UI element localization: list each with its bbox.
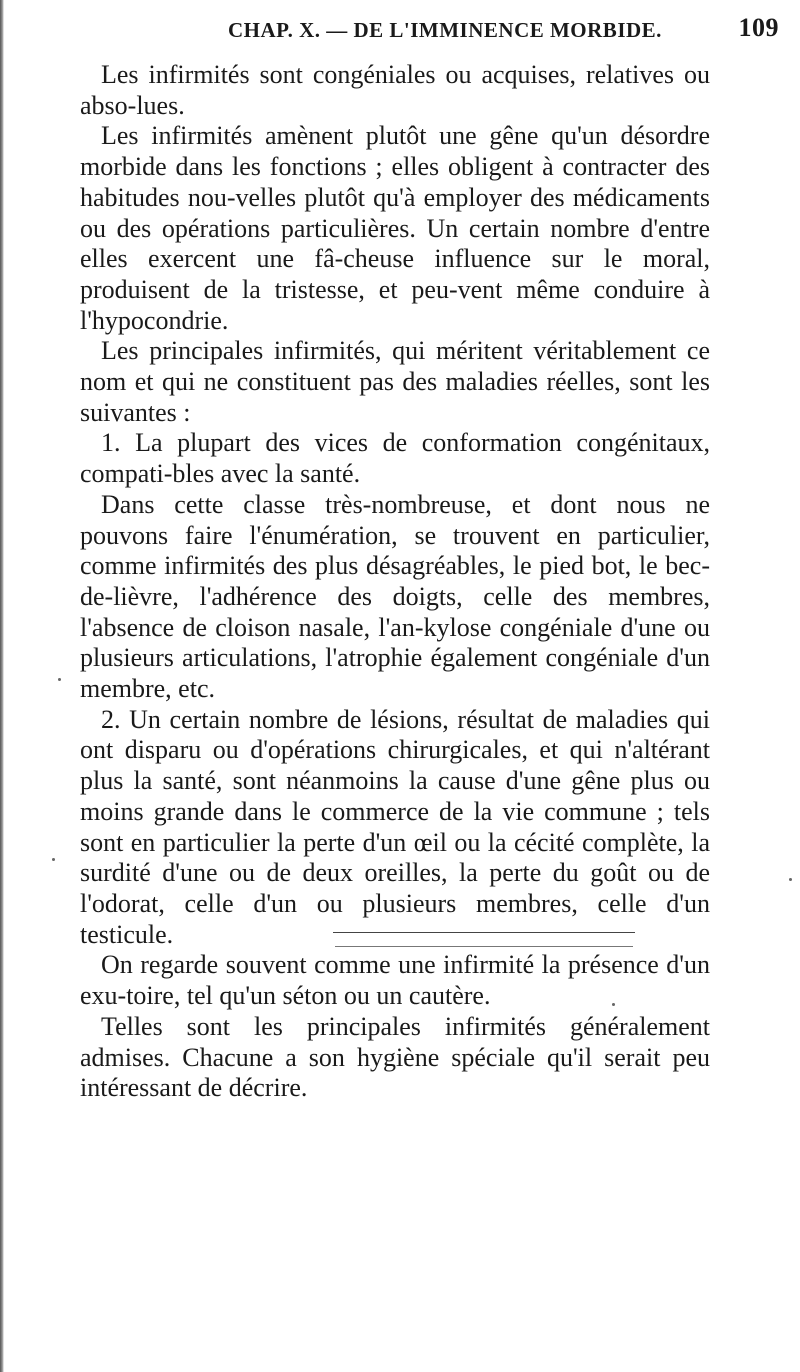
running-header: [210, 8, 790, 48]
page-binding-edge: [0, 0, 4, 1372]
body-text: [80, 60, 710, 1104]
paragraph: Telles sont les principales infirmités généralement admises. Chacune a son hygiène spéciale qu'il serait peu intéressant de décrire.: [80, 1011, 710, 1103]
paragraph: Les principales infirmités, qui méritent véritablement ce nom et qui ne constituent pas des maladies réelles, sont les suivantes :: [80, 336, 710, 427]
ink-speck: [789, 878, 792, 881]
list-item: 1. La plupart des vices de conformation congénitaux, compati-bles avec la santé.: [80, 428, 710, 489]
paragraph: Dans cette classe très-nombreuse, et dont nous ne pouvons faire l'énumération, se trouvent en particulier, comme infirmités des plus désagréables, le pied bot, le bec-de-lièvre, l'adhérence des doigts, celle des membres, l'absence de cloison nasale, l'an-kylose congéniale d'une ou plusieurs articulations, l'atrophie également congéniale d'un membre, etc.: [80, 489, 710, 704]
section-rule: [333, 932, 635, 933]
paragraph: On regarde souvent comme une infirmité la présence d'un exu-toire, tel qu'un séton ou un cautère.: [80, 950, 710, 1011]
ink-speck: [52, 858, 55, 861]
section-rule-thin: [335, 946, 633, 947]
paragraph: Les infirmités sont congéniales ou acquises, relatives ou abso-lues.: [80, 60, 710, 120]
chapter-title: CHAP. X. — DE L'IMMINENCE MORBIDE.: [228, 18, 662, 42]
ink-speck: [612, 1003, 615, 1006]
list-item: 2. Un certain nombre de lésions, résultat de maladies qui ont disparu ou d'opérations chirurgicales, et qui n'altérant plus la santé, sont néanmoins la cause d'une gêne plus ou moins grande dans le commerce de la vie commune ; tels sont en particulier la perte d'un œil ou la cécité complète, la surdité d'une ou de deux oreilles, la perte du goût ou de l'odorat, celle d'un ou plusieurs membres, celle d'un testicule.: [80, 704, 710, 949]
page-number: 109: [738, 13, 779, 42]
ink-speck: [58, 678, 61, 681]
paragraph: Les infirmités amènent plutôt une gêne qu'un désordre morbide dans les fonctions ; elles obligent à contracter des habitudes nou-velles plutôt qu'à employer des médicaments ou des opérations particulières. Un certain nombre d'entre elles exercent une fâ-cheuse influence sur le moral, produisent de la tristesse, et peu-vent même conduire à l'hypocondrie.: [80, 121, 710, 335]
